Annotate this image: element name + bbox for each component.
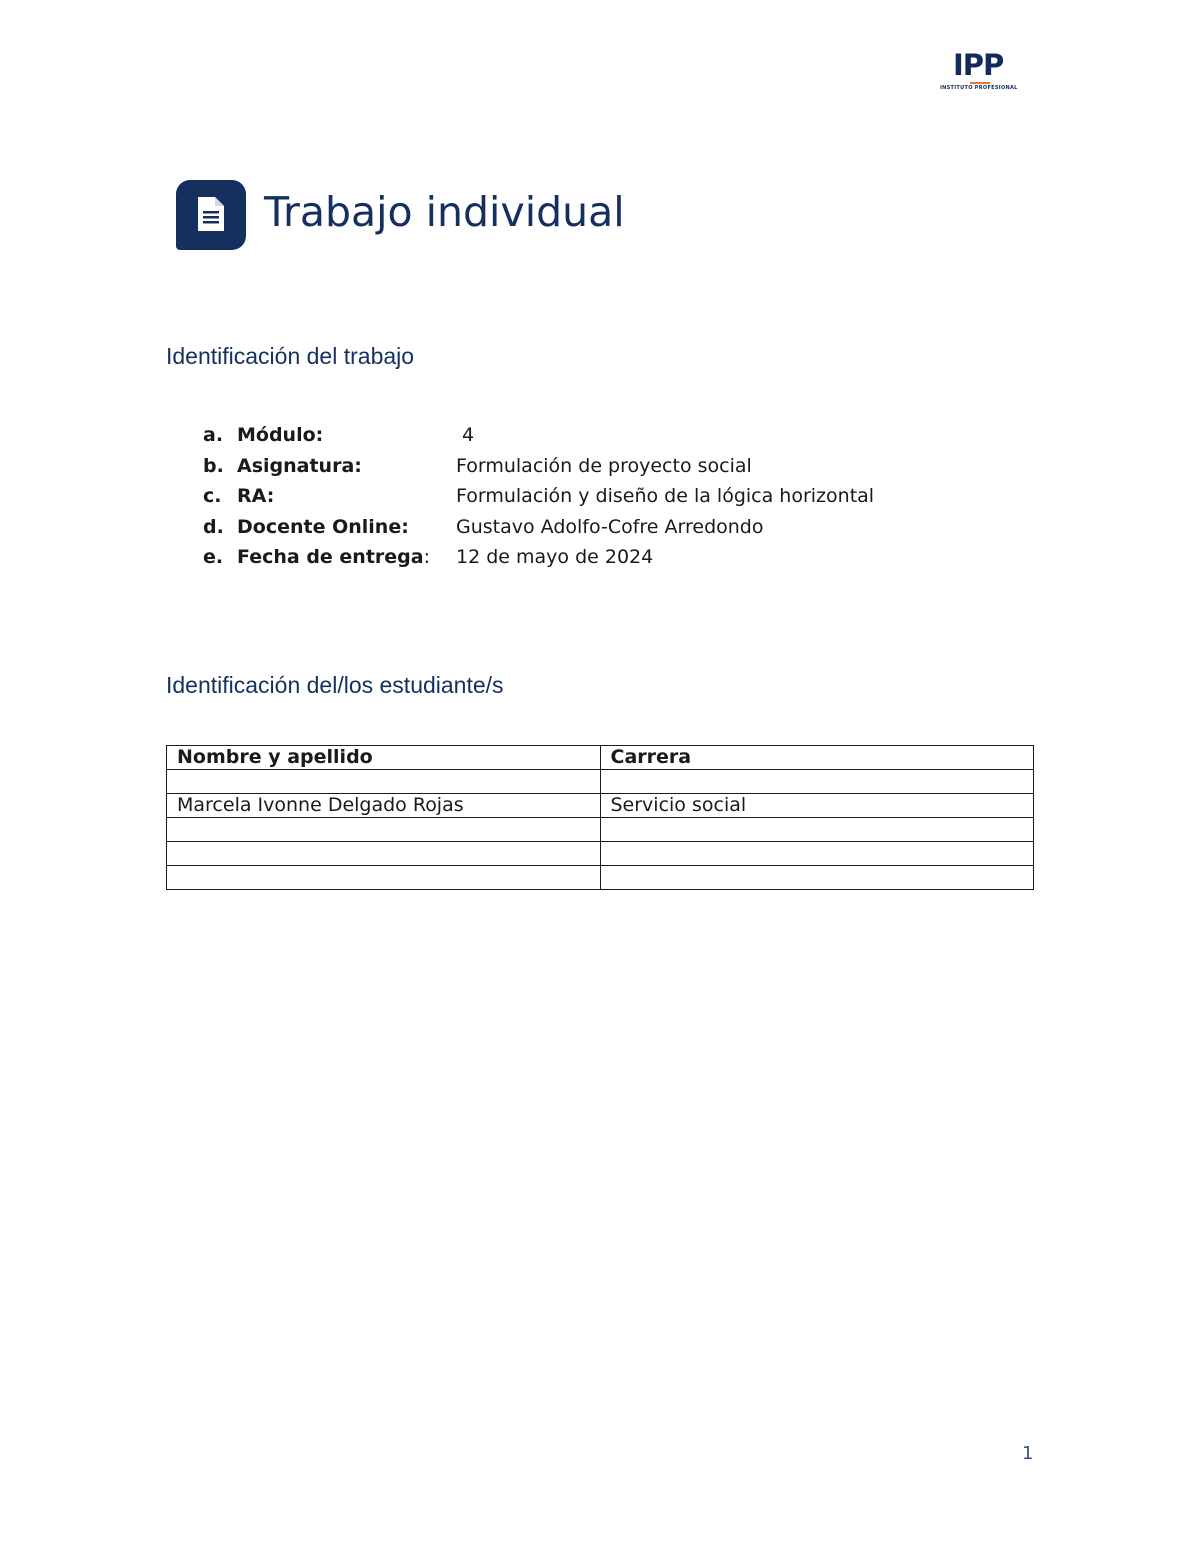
item-value: Formulación de proyecto social (456, 454, 752, 477)
table-row (167, 818, 1034, 842)
work-info-list (203, 420, 874, 573)
item-label: Docente Online: (237, 515, 409, 538)
table-row (167, 794, 1034, 818)
students-table (166, 745, 1034, 890)
logo-accent-bar (970, 82, 990, 84)
logo-subtitle: INSTITUTO PROFESIONAL (940, 85, 1018, 91)
info-row-ra (203, 481, 874, 512)
cell-carrera (600, 818, 1034, 842)
item-label-text: Fecha de entrega (237, 546, 424, 569)
item-value: 4 (456, 424, 475, 447)
table-row (167, 770, 1034, 794)
item-label: Módulo: (237, 424, 324, 447)
cell-nombre (167, 818, 601, 842)
cell-carrera (600, 842, 1034, 866)
page-number: 1 (1022, 1443, 1034, 1464)
header-nombre: Nombre y apellido (167, 746, 601, 770)
section-heading-estudiantes: Identificación del/los estudiante/s (166, 672, 504, 698)
item-letter: e. (203, 546, 224, 569)
logo-text: IPP (953, 48, 1004, 82)
info-row-asignatura (203, 451, 874, 482)
item-value: Gustavo Adolfo-Cofre Arredondo (456, 515, 764, 538)
table-header-row (167, 746, 1034, 770)
cell-carrera (600, 770, 1034, 794)
document-icon (176, 180, 246, 250)
cell-carrera (600, 866, 1034, 890)
info-row-fecha (203, 542, 874, 573)
item-value: 12 de mayo de 2024 (456, 546, 654, 569)
cell-nombre (167, 866, 601, 890)
item-label (237, 546, 456, 568)
cell-nombre: Marcela Ivonne Delgado Rojas (167, 794, 601, 818)
ipp-logo (940, 50, 1020, 92)
cell-nombre (167, 842, 601, 866)
item-label: RA: (237, 485, 275, 508)
item-letter: d. (203, 515, 224, 538)
cell-nombre (167, 770, 601, 794)
cell-carrera: Servicio social (600, 794, 1034, 818)
page-title: Trabajo individual (264, 188, 625, 236)
item-label: Asignatura: (237, 454, 362, 477)
header-carrera: Carrera (600, 746, 1034, 770)
table-row (167, 842, 1034, 866)
item-value: Formulación y diseño de la lógica horizontal (456, 485, 875, 508)
info-row-docente (203, 512, 874, 543)
item-letter: b. (203, 454, 224, 477)
section-heading-trabajo: Identificación del trabajo (166, 343, 415, 369)
item-letter: a. (203, 424, 224, 447)
item-letter: c. (203, 485, 222, 508)
info-row-modulo (203, 420, 874, 451)
table-row (167, 866, 1034, 890)
item-label-suffix: : (423, 546, 431, 569)
